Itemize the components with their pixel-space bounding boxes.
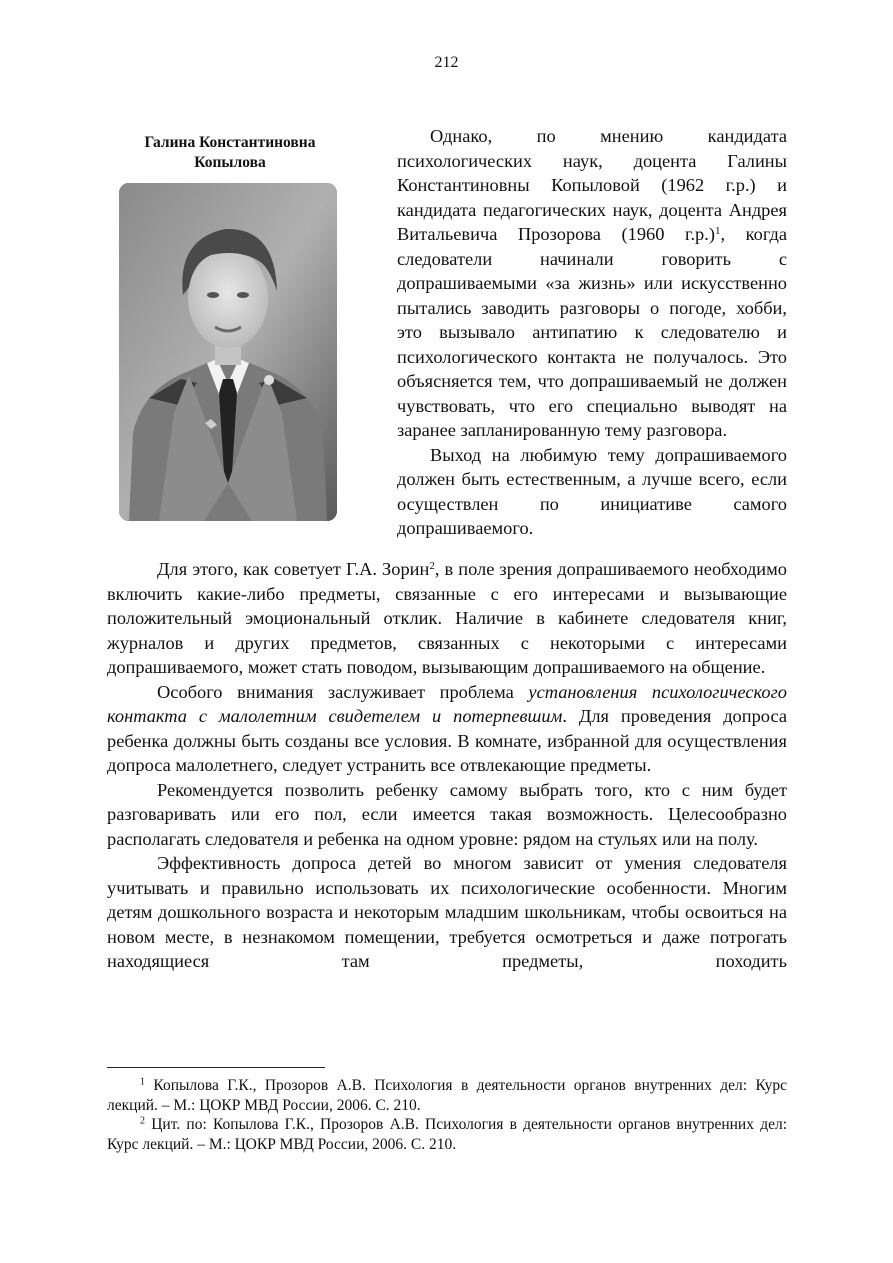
footnote-text: Цит. по: Копылова Г.К., Прозоров А.В. Психология в деятельности органов внутренних дел: Курс лекций. – М.: ЦОКР МВД России, 2006. С. 210.: [107, 1116, 787, 1153]
portrait-caption-name: Галина Константиновна: [144, 134, 316, 151]
main-text: [107, 557, 787, 974]
paragraph-text: Для этого, как советует Г.А. Зорин: [157, 559, 430, 579]
paragraph-text: , в поле зрения допрашиваемого необходимо включить какие-либо предметы, связанные с его интересами и вызывающие положительный эмоциональный отклик. Наличие в кабинете следователя книг, журналов и других предметов, связанных с некоторыми с интересами допрашиваемого, может стать поводом, вызывающим допрашиваемого на общение.: [107, 559, 787, 677]
paragraph: Выход на любимую тему допрашиваемого должен быть естественным, а лучше всего, если осуществлен по инициативе самого допрашиваемого.: [397, 444, 787, 538]
portrait-caption: [112, 133, 348, 173]
footnote-ref: 2: [429, 559, 435, 572]
footnote: [107, 1115, 787, 1154]
paragraph: [107, 680, 787, 778]
emphasized-text: установления психологического контакта с малолетним свидетелем и потерпевшим: [107, 681, 788, 726]
footnote: [107, 1076, 787, 1115]
paragraph: Эффективность допроса детей во многом зависит от умения следователя учитывать и правильно использовать их психологические особенности. Многим детям дошкольного возраста и некоторым младшим школьникам, чтобы освоиться на новом месте, в незнакомом помещении, требуется осмотреться и даже потрогать находящиеся там предметы, походить: [107, 853, 787, 971]
page-number: 212: [434, 54, 459, 71]
footnote-text: Копылова Г.К., Прозоров А.В. Психология в деятельности органов внутренних дел: Курс лекций. – М.: ЦОКР МВД России, 2006. С. 210.: [107, 1077, 787, 1114]
portrait-illustration: [119, 183, 337, 521]
paragraph-text: . Для проведения допроса ребенка должны быть созданы все условия. В комнате, избранной для осуществления допроса малолетнего, следует устранить все отвлекающие предметы.: [107, 706, 787, 775]
footnote-mark: 2: [140, 1115, 145, 1127]
paragraph-text: Однако, по мнению кандидата психологических наук, доцента Галины Константиновны Копыловой (1962 г.р.) и кандидата педагогических наук, доцента Андрея Витальевича Прозорова (1960 г.р.): [397, 126, 787, 244]
footnote-divider: [107, 1067, 325, 1068]
portrait-caption-surname: Копылова: [194, 154, 266, 171]
paragraph-text: , когда следователи начинали говорить с допрашиваемыми «за жизнь» или искусственно пытались заводить разговоры о погоде, хобби, это вызывало антипатию к следователю и психологического контакта не получалось. Это объясняется тем, что допрашиваемый не должен чувствовать, что его специально выводят на заранее запланированную тему разговора.: [397, 224, 787, 440]
footnote-mark: 1: [140, 1076, 145, 1088]
paragraph: Рекомендуется позволить ребенку самому выбрать того, кто с ним будет разговаривать или его пол, если имеется такая возможность. Целесообразно располагать следователя и ребенка на одном уровне: рядом на стульях или на полу.: [107, 779, 787, 849]
footnote-ref: 1: [714, 224, 721, 237]
footnotes: [107, 1076, 787, 1154]
paragraph-text: Особого внимания заслуживает проблема: [157, 681, 529, 702]
portrait-photo: [119, 183, 337, 521]
paragraph: [397, 124, 787, 443]
paragraph: [107, 557, 787, 680]
right-column-text: [397, 124, 787, 541]
